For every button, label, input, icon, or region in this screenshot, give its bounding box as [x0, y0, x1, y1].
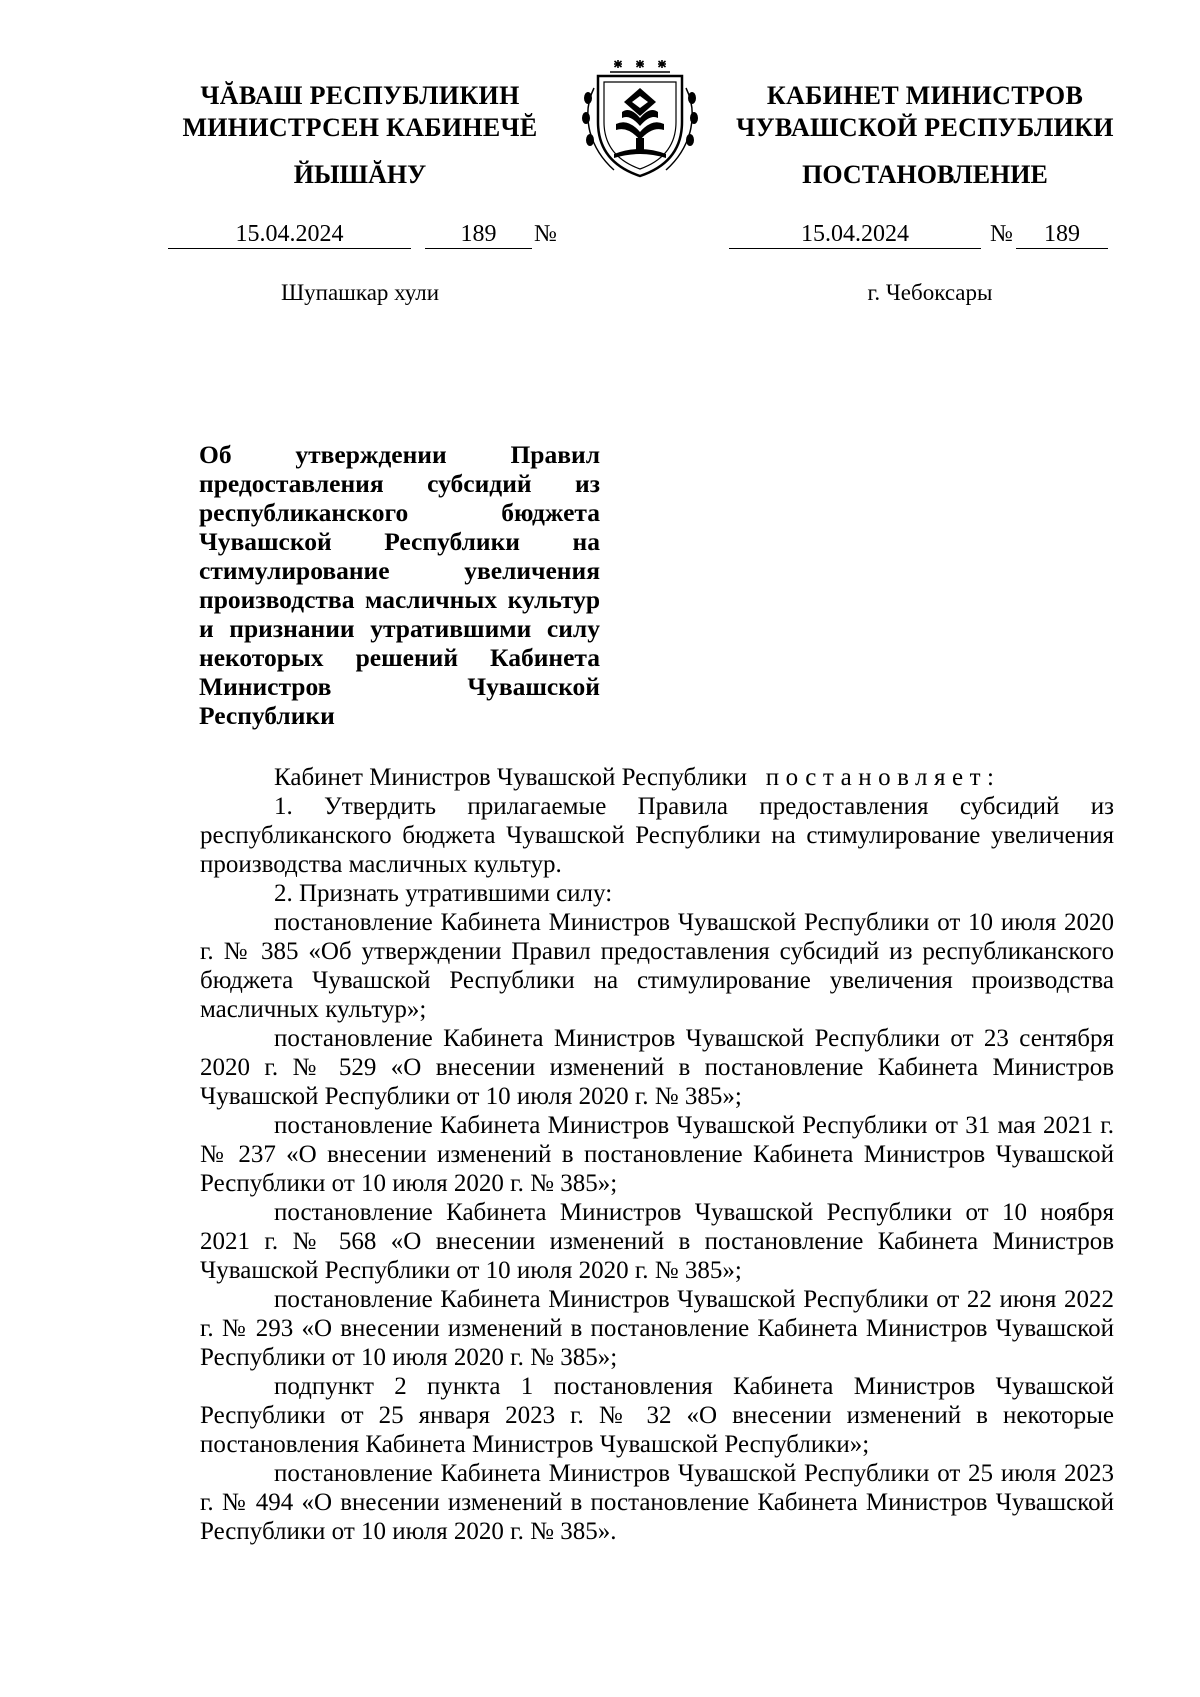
- header-left-number-sign: №: [534, 221, 557, 247]
- paragraph: постановление Кабинета Министров Чувашской Республики от 22 июня 2022 г. № 293 «О внесении изменений в постановление Кабинета Министров Чувашской Республики от 10 июля 2020 г. № 385»;: [200, 1286, 1114, 1371]
- coat-of-arms-emblem: [570, 58, 710, 180]
- header-left-org: [160, 80, 560, 144]
- preamble-verb: постановляет:: [765, 764, 1001, 791]
- document-title: Об утверждении Правил предоставления субсидий из республиканского бюджета Чувашской Республики на стимулирование увеличения производства масличных культур и признании утратившими силу некоторых решений Кабинета Министров Чувашской Республики: [199, 440, 600, 730]
- header-right-line2: ЧУВАШСКОЙ РЕСПУБЛИКИ: [736, 113, 1114, 142]
- header-right-doc-type: ПОСТАНОВЛЕНИЕ: [802, 160, 1048, 189]
- paragraph: постановление Кабинета Министров Чувашской Республики от 25 июля 2023 г. № 494 «О внесении изменений в постановление Кабинета Министров Чувашской Республики от 10 июля 2020 г. № 385».: [200, 1460, 1114, 1545]
- header-right-line1: КАБИНЕТ МИНИСТРОВ: [766, 81, 1084, 110]
- preamble-subject: Кабинет Министров Чувашской Республики: [274, 764, 748, 791]
- header-right-org: [725, 80, 1125, 144]
- header-left-line2: МИНИСТРСЕН КАБИНЕЧĔ: [182, 113, 538, 142]
- header-left-line1: ЧĂВАШ РЕСПУБЛИКИН: [200, 81, 520, 110]
- paragraph: 2. Признать утратившими силу:: [274, 880, 613, 907]
- header-right-number: 189: [1016, 220, 1108, 249]
- header-right-city: г. Чебоксары: [867, 280, 993, 305]
- header-right-number-sign: №: [990, 221, 1013, 247]
- header-left-date: 15.04.2024: [168, 220, 411, 249]
- document-body: [200, 763, 1114, 1546]
- chuvash-coat-of-arms-icon: [570, 58, 710, 180]
- paragraph: 1. Утвердить прилагаемые Правила предоставления субсидий из республиканского бюджета Чувашской Республики на стимулирование увеличения производства масличных культур.: [200, 793, 1114, 878]
- paragraph: постановление Кабинета Министров Чувашской Республики от 10 июля 2020 г. № 385 «Об утверждении Правил предоставления субсидий из республиканского бюджета Чувашской Республики на стимулирование увеличения производства масличных культур»;: [200, 909, 1114, 1023]
- header-left-city: Шупашкар хули: [280, 280, 440, 305]
- paragraph: подпункт 2 пункта 1 постановления Кабинета Министров Чувашской Республики от 25 января 2023 г. № 32 «О внесении изменений в некоторые постановления Кабинета Министров Чувашской Республики»;: [200, 1373, 1114, 1458]
- header-left-doc-type: ЙЫШĂНУ: [293, 160, 427, 189]
- paragraph: постановление Кабинета Министров Чувашской Республики от 31 мая 2021 г. № 237 «О внесении изменений в постановление Кабинета Министров Чувашской Республики от 10 июля 2020 г. № 385»;: [200, 1112, 1114, 1197]
- header-left-number: 189: [425, 220, 532, 249]
- header-right-date: 15.04.2024: [729, 220, 981, 249]
- paragraph: постановление Кабинета Министров Чувашской Республики от 10 ноября 2021 г. № 568 «О внесении изменений в постановление Кабинета Министров Чувашской Республики от 10 июля 2020 г. № 385»;: [200, 1199, 1114, 1284]
- paragraph: постановление Кабинета Министров Чувашской Республики от 23 сентября 2020 г. № 529 «О внесении изменений в постановление Кабинета Министров Чувашской Республики от 10 июля 2020 г. № 385»;: [200, 1025, 1114, 1110]
- preamble: [200, 763, 1114, 792]
